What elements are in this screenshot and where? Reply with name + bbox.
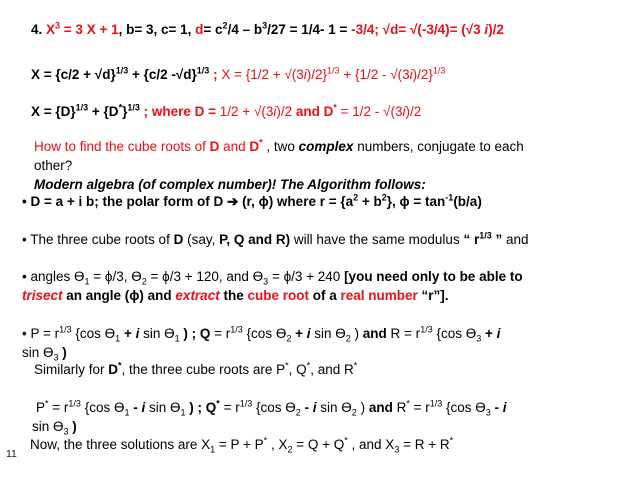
l14-ac: 3	[485, 407, 491, 418]
bullet-angles	[22, 268, 523, 285]
l14-ad: -	[490, 400, 503, 415]
l1-k: /27 = 1/4- 1 =	[267, 22, 352, 37]
l11-k: = r	[210, 326, 231, 341]
l13-h: , and R	[310, 362, 354, 377]
l12-a: sin ϴ	[22, 345, 54, 360]
l10-h: “r”].	[417, 288, 449, 303]
l4-b: D	[209, 139, 220, 154]
l3-e: }	[122, 104, 128, 119]
l14-k: ) ;	[185, 400, 206, 415]
l14-d: 1/3	[68, 398, 81, 409]
l6-a: Modern algebra (of complex number)! The Algorithm follows:	[34, 177, 426, 192]
l14-c: = r	[48, 400, 69, 415]
l10-d: the	[219, 288, 248, 303]
l14-p: {cos ϴ	[252, 400, 296, 415]
l2-h: )/2}	[306, 67, 328, 82]
l14-ae: i	[502, 400, 507, 415]
l14-t: sin ϴ	[316, 400, 352, 415]
l11-p: i	[306, 326, 311, 341]
l13-d: , the three cube roots are P	[121, 362, 286, 377]
l1-m: i	[484, 22, 489, 37]
l8-i: and	[502, 232, 529, 247]
l14-v: )	[356, 400, 369, 415]
l11-q: sin ϴ	[310, 326, 346, 341]
l3-j: )/2	[276, 104, 293, 119]
l14-o: 1/3	[239, 398, 253, 409]
l2-m: 1/3	[432, 65, 446, 76]
l16-c: = P + P	[215, 437, 264, 452]
l9-e: = ϕ/3 + 120, and ϴ	[146, 269, 264, 284]
l7-a: • D = a + i b; the polar form of D	[22, 194, 227, 209]
l11-j: Q	[199, 326, 211, 341]
l13-e: *	[285, 360, 289, 371]
l14-u: 2	[351, 407, 357, 418]
l8-f: “ r	[463, 232, 480, 247]
l11-h: 1	[174, 333, 180, 344]
l2-a: X = {c/2 + √d}	[31, 67, 116, 82]
l2-l: )/2}	[412, 67, 433, 82]
trisect-line	[22, 287, 449, 304]
l14-l: Q	[205, 400, 217, 415]
l1-b: X	[46, 22, 56, 37]
bullet-pqr-cont	[22, 344, 67, 361]
l8-g: 1/3	[479, 230, 492, 241]
similarly-line	[34, 361, 357, 378]
l14-q: 2	[295, 407, 301, 418]
l12-c: )	[58, 345, 67, 360]
l14-m: *	[216, 398, 220, 409]
l1-a: 4.	[31, 22, 47, 37]
l1-c: 3	[55, 20, 61, 31]
l11-g: sin ϴ	[139, 326, 175, 341]
l16-h: *	[344, 435, 348, 446]
l2-g: i	[303, 67, 307, 82]
l5-a: other?	[34, 158, 73, 173]
l4-h: numbers, conjugate to each	[353, 139, 524, 154]
l13-b: D	[108, 362, 119, 377]
l11-a: • P = r	[22, 326, 60, 341]
l9-a: • angles ϴ	[22, 269, 85, 284]
l7-d: 2	[353, 192, 359, 203]
l11-e: +	[120, 326, 136, 341]
l13-c: *	[118, 360, 122, 371]
l9-h: [you need only to be able to	[344, 269, 523, 284]
l10-a: trisect	[22, 288, 63, 303]
l11-i: ) ;	[179, 326, 200, 341]
l2-f: X = {1/2 + √(3	[221, 67, 304, 82]
equation-line-1	[31, 21, 504, 38]
l11-z: i	[496, 326, 501, 341]
equation-line-2	[31, 66, 445, 83]
l3-h: 1/2 + √(3	[219, 104, 274, 119]
l2-k: i	[409, 67, 413, 82]
l14-x: R	[392, 400, 407, 415]
l10-f: of a	[308, 288, 341, 303]
l16-a: Now, the three solutions are X	[30, 437, 211, 452]
l14-h: i	[141, 400, 146, 415]
l7-c: (r, ϕ) where r = {a	[238, 194, 354, 209]
l3-n: 1/2 - √(3	[352, 104, 403, 119]
l16-e: , X	[267, 437, 288, 452]
l1-l: -3/4; √d= √(-3/4)= (√3	[351, 22, 485, 37]
l8-d: P, Q and R)	[219, 232, 291, 247]
l14-b: *	[45, 398, 49, 409]
l16-j: 3	[394, 444, 400, 455]
l2-j: + {1/2 - √(3	[339, 67, 410, 82]
l14-r: -	[300, 400, 313, 415]
l8-a: • The three cube roots of	[22, 232, 174, 247]
l13-i: *	[353, 360, 358, 371]
l2-b: 1/3	[115, 65, 129, 76]
l1-d: = 3 X + 1	[60, 22, 119, 37]
l15-b: 3	[63, 426, 69, 437]
l2-i: 1/3	[327, 65, 340, 76]
bullet-cube-roots	[22, 231, 529, 248]
l3-o: i	[402, 104, 406, 119]
l4-d: D	[249, 139, 260, 154]
l8-e: will have the same modulus	[290, 232, 464, 247]
conjugate-roots-cont	[32, 418, 77, 435]
l16-i: , and X	[347, 437, 395, 452]
l1-j: 3	[262, 20, 268, 31]
l10-b: an angle (ϕ) and	[62, 288, 176, 303]
l4-e: *	[259, 137, 263, 148]
l14-g: -	[129, 400, 142, 415]
l11-y: +	[481, 326, 497, 341]
l16-k: = R + R	[399, 437, 450, 452]
l11-o: +	[291, 326, 307, 341]
l7-g: }, ϕ = tan	[386, 194, 446, 209]
l11-v: 1/3	[420, 324, 433, 335]
l14-a: P	[36, 400, 46, 415]
l3-i: i	[273, 104, 277, 119]
l11-s: )	[350, 326, 363, 341]
l4-f: , two	[262, 139, 299, 154]
l3-a: X = {D}	[31, 104, 76, 119]
bullet-polar-form	[22, 193, 482, 210]
l1-h: 2	[222, 20, 228, 31]
l3-g: ; where D =	[139, 104, 220, 119]
solutions-line	[30, 436, 453, 453]
l4-c: and	[219, 139, 250, 154]
l16-b: 1	[210, 444, 216, 455]
l9-c: = ϕ/3, ϴ	[89, 269, 142, 284]
l2-e: ;	[209, 67, 222, 82]
l10-g: real number	[340, 288, 418, 303]
l4-g: complex	[298, 139, 354, 154]
l7-f: 2	[381, 192, 387, 203]
l11-d: 1	[115, 333, 121, 344]
l11-r: 2	[345, 333, 351, 344]
l3-m: =	[336, 104, 353, 119]
l4-a: How to find the cube roots of	[34, 139, 210, 154]
algorithm-heading	[34, 176, 426, 193]
l16-g: = Q + Q	[292, 437, 345, 452]
l13-a: Similarly for	[34, 362, 109, 377]
question-line-1	[34, 138, 524, 155]
l7-i: (b/a)	[453, 194, 482, 209]
l14-f: 1	[124, 407, 130, 418]
l8-h: ”	[491, 232, 503, 247]
l9-f: 3	[263, 276, 269, 287]
l11-f: i	[135, 326, 140, 341]
l15-a: sin ϴ	[32, 419, 64, 434]
l11-l: 1/3	[230, 324, 243, 335]
l15-c: )	[68, 419, 77, 434]
l11-x: 3	[476, 333, 482, 344]
l3-f: 1/3	[127, 102, 140, 113]
l16-l: *	[449, 435, 454, 446]
l11-n: 2	[286, 333, 292, 344]
l11-w: {cos ϴ	[432, 326, 477, 341]
l11-u: R = r	[386, 326, 421, 341]
l3-b: 1/3	[75, 102, 89, 113]
l11-c: {cos ϴ	[71, 326, 116, 341]
l10-c: extract	[175, 288, 220, 303]
l3-l: *	[333, 102, 337, 113]
l14-y: *	[406, 398, 410, 409]
l14-ab: {cos ϴ	[442, 400, 486, 415]
l2-c: + {c/2 -√d}	[128, 67, 197, 82]
l1-g: = c	[203, 22, 223, 37]
l9-d: 2	[141, 276, 147, 287]
question-line-2	[34, 157, 72, 174]
l9-b: 1	[84, 276, 90, 287]
l3-p: )/2	[405, 104, 422, 119]
l14-z: = r	[409, 400, 430, 415]
l1-e: , b= 3, c= 1,	[118, 22, 196, 37]
l1-i: /4 – b	[227, 22, 263, 37]
l1-n: )/2	[488, 22, 504, 37]
l14-j: 1	[180, 407, 186, 418]
l8-c: (say,	[183, 232, 220, 247]
l14-e: {cos ϴ	[80, 400, 125, 415]
l13-f: , Q	[288, 362, 307, 377]
l3-c: + {D	[88, 104, 119, 119]
l8-b: D	[173, 232, 184, 247]
equation-line-3	[31, 103, 421, 120]
l14-aa: 1/3	[429, 398, 443, 409]
l3-k: and D	[292, 104, 334, 119]
l16-f: 2	[287, 444, 293, 455]
l9-g: = ϕ/3 + 240	[268, 269, 345, 284]
l2-d: 1/3	[196, 65, 210, 76]
conjugate-roots-line	[36, 399, 507, 416]
slide-number: 11	[6, 448, 17, 460]
l10-e: cube root	[247, 288, 309, 303]
l7-h: -1	[445, 192, 454, 203]
l12-b: 3	[53, 352, 59, 363]
l11-t: and	[362, 326, 387, 341]
l3-d: *	[118, 102, 123, 113]
l14-i: sin ϴ	[145, 400, 181, 415]
bullet-pqr	[22, 325, 500, 342]
l7-e: + b	[358, 194, 382, 209]
l11-b: 1/3	[59, 324, 72, 335]
l13-g: *	[306, 360, 311, 371]
l1-f: d	[195, 22, 204, 37]
l14-n: = r	[219, 400, 240, 415]
l14-w: and	[368, 400, 393, 415]
l14-s: i	[312, 400, 317, 415]
arrow-icon: ➔	[227, 194, 239, 209]
l11-m: {cos ϴ	[242, 326, 287, 341]
l16-d: *	[263, 435, 268, 446]
